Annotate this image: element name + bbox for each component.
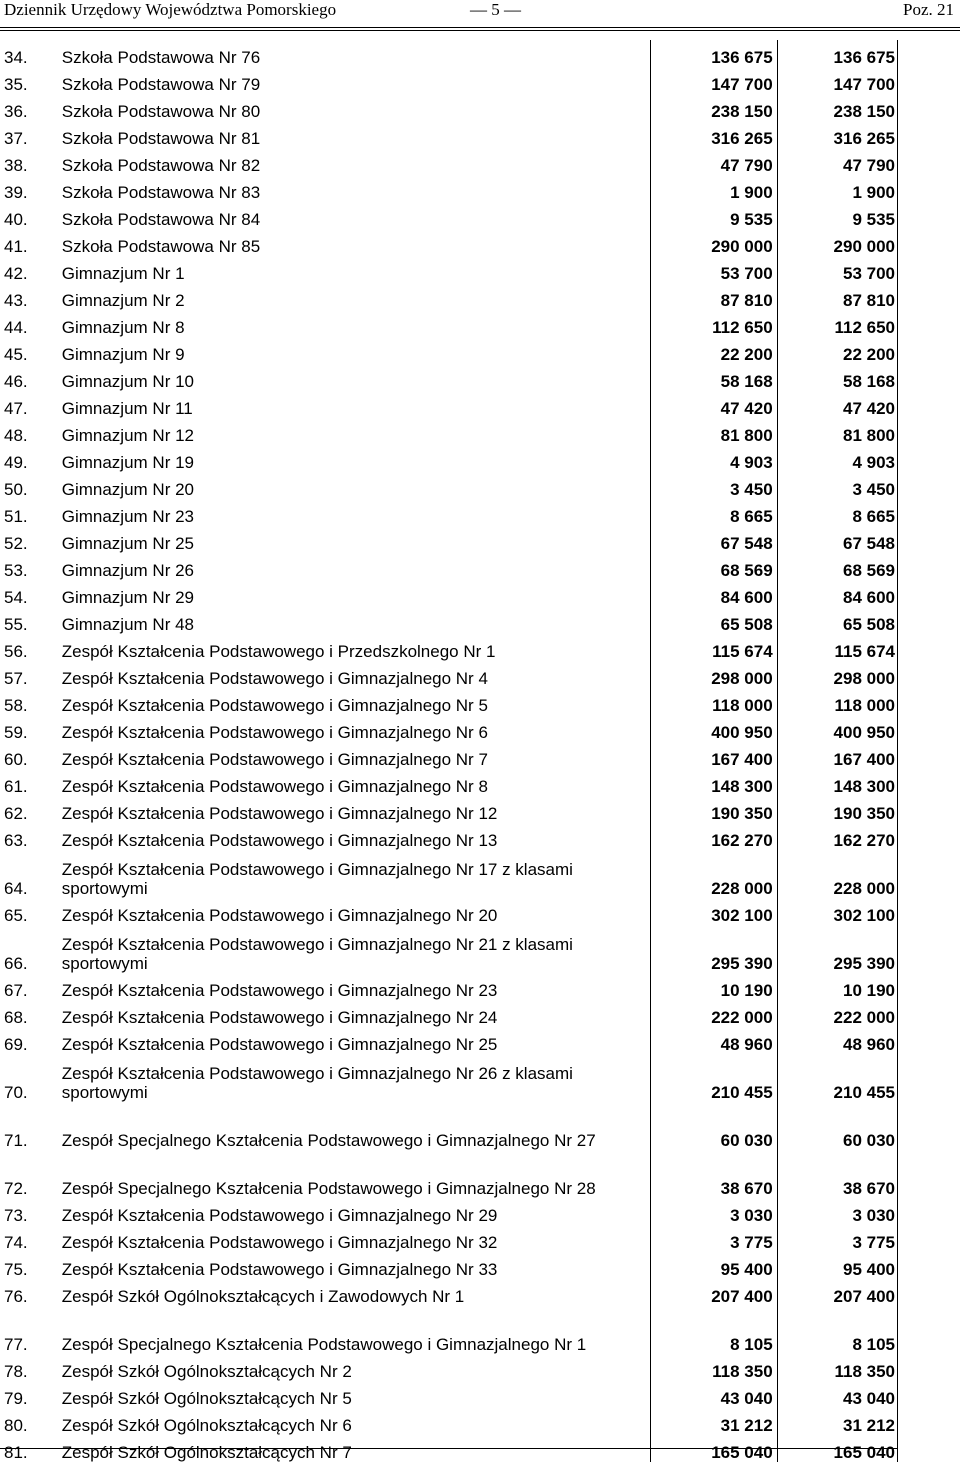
row-number: 71. xyxy=(4,1131,28,1150)
row-number: 49. xyxy=(4,453,28,472)
institution-name: Gimnazjum Nr 12 xyxy=(61,426,194,445)
amount-plan: 210 455 xyxy=(651,1054,777,1102)
table-row xyxy=(0,607,898,634)
amount-plan: 10 190 xyxy=(651,973,777,1000)
amount-total: 48 960 xyxy=(777,1027,897,1054)
row-number: 39. xyxy=(4,183,28,202)
amount-plan: 298 000 xyxy=(651,661,777,688)
institution-name: Szkoła Podstawowa Nr 76 xyxy=(61,48,261,67)
table-row xyxy=(0,256,898,283)
institution-name: Zespół Kształcenia Podstawowego i Gimnazjalnego Nr 8 xyxy=(61,777,488,796)
institution-name: Zespół Szkół Ogólnokształcących Nr 5 xyxy=(61,1389,352,1408)
amount-plan: 207 400 xyxy=(651,1279,777,1306)
amount-plan: 31 212 xyxy=(651,1408,777,1435)
budget-table-body xyxy=(0,40,898,1462)
table-row xyxy=(0,688,898,715)
table-row xyxy=(0,1054,898,1102)
amount-plan: 9 535 xyxy=(651,202,777,229)
budget-table xyxy=(0,40,898,1462)
table-row xyxy=(0,472,898,499)
row-number: 53. xyxy=(4,561,28,580)
table-row xyxy=(0,1279,898,1306)
row-number: 70. xyxy=(4,1083,28,1102)
amount-plan: 295 390 xyxy=(651,925,777,973)
amount-plan: 95 400 xyxy=(651,1252,777,1279)
institution-name: Zespół Kształcenia Podstawowego i Gimnazjalnego Nr 4 xyxy=(61,669,488,688)
table-row xyxy=(0,898,898,925)
institution-name: Gimnazjum Nr 19 xyxy=(61,453,194,472)
amount-plan: 4 903 xyxy=(651,445,777,472)
amount-total: 148 300 xyxy=(777,769,897,796)
amount-total: 60 030 xyxy=(777,1102,897,1150)
table-row xyxy=(0,634,898,661)
table-row xyxy=(0,661,898,688)
row-number: 62. xyxy=(4,804,28,823)
amount-total: 10 190 xyxy=(777,973,897,1000)
amount-total: 112 650 xyxy=(777,310,897,337)
amount-total: 190 350 xyxy=(777,796,897,823)
amount-plan: 167 400 xyxy=(651,742,777,769)
amount-total: 118 000 xyxy=(777,688,897,715)
row-number: 51. xyxy=(4,507,28,526)
row-number: 50. xyxy=(4,480,28,499)
institution-name: Gimnazjum Nr 11 xyxy=(61,399,193,418)
row-number: 55. xyxy=(4,615,28,634)
amount-plan: 3 775 xyxy=(651,1225,777,1252)
amount-total: 295 390 xyxy=(777,925,897,973)
institution-name: Szkoła Podstawowa Nr 85 xyxy=(61,237,261,256)
institution-name: Zespół Kształcenia Podstawowego i Gimnazjalnego Nr 5 xyxy=(61,696,488,715)
table-row xyxy=(0,310,898,337)
amount-plan: 43 040 xyxy=(651,1381,777,1408)
institution-name: Gimnazjum Nr 29 xyxy=(61,588,194,607)
amount-plan: 47 790 xyxy=(651,148,777,175)
amount-total: 210 455 xyxy=(777,1054,897,1102)
amount-plan: 238 150 xyxy=(651,94,777,121)
institution-name: Gimnazjum Nr 26 xyxy=(61,561,194,580)
amount-plan: 112 650 xyxy=(651,310,777,337)
amount-plan: 222 000 xyxy=(651,1000,777,1027)
amount-total: 43 040 xyxy=(777,1381,897,1408)
amount-plan: 81 800 xyxy=(651,418,777,445)
amount-total: 316 265 xyxy=(777,121,897,148)
row-number: 75. xyxy=(4,1260,28,1279)
amount-total: 167 400 xyxy=(777,742,897,769)
row-number: 61. xyxy=(4,777,28,796)
row-number: 57. xyxy=(4,669,28,688)
header-rule xyxy=(0,27,960,28)
institution-name: Szkoła Podstawowa Nr 82 xyxy=(61,156,261,175)
amount-plan: 47 420 xyxy=(651,391,777,418)
amount-plan: 118 000 xyxy=(651,688,777,715)
amount-plan: 302 100 xyxy=(651,898,777,925)
amount-plan: 165 040 xyxy=(651,1435,777,1462)
amount-plan: 60 030 xyxy=(651,1102,777,1150)
row-number: 65. xyxy=(4,906,28,925)
institution-name: Zespół Szkół Ogólnokształcących Nr 6 xyxy=(61,1416,352,1435)
table-row xyxy=(0,445,898,472)
table-row xyxy=(0,418,898,445)
table-row xyxy=(0,1027,898,1054)
table-row xyxy=(0,1150,898,1198)
amount-plan: 65 508 xyxy=(651,607,777,634)
amount-total: 81 800 xyxy=(777,418,897,445)
institution-name: Zespół Kształcenia Podstawowego i Gimnazjalnego Nr 17 z klasami sportowymi xyxy=(61,860,573,898)
amount-total: 1 900 xyxy=(777,175,897,202)
row-number: 72. xyxy=(4,1179,28,1198)
amount-plan: 68 569 xyxy=(651,553,777,580)
amount-total: 68 569 xyxy=(777,553,897,580)
amount-total: 87 810 xyxy=(777,283,897,310)
table-row xyxy=(0,148,898,175)
table-row xyxy=(0,580,898,607)
amount-plan: 190 350 xyxy=(651,796,777,823)
table-row xyxy=(0,1381,898,1408)
institution-name: Zespół Kształcenia Podstawowego i Gimnazjalnego Nr 23 xyxy=(61,981,498,1000)
institution-name: Zespół Kształcenia Podstawowego i Gimnazjalnego Nr 32 xyxy=(61,1233,498,1252)
amount-plan: 136 675 xyxy=(651,40,777,67)
institution-name: Zespół Kształcenia Podstawowego i Gimnazjalnego Nr 13 xyxy=(61,831,498,850)
table-row xyxy=(0,1252,898,1279)
amount-total: 222 000 xyxy=(777,1000,897,1027)
row-number: 54. xyxy=(4,588,28,607)
table-row xyxy=(0,283,898,310)
row-number: 46. xyxy=(4,372,28,391)
table-row xyxy=(0,67,898,94)
amount-plan: 1 900 xyxy=(651,175,777,202)
row-number: 81. xyxy=(4,1443,28,1462)
table-row xyxy=(0,823,898,850)
table-row xyxy=(0,973,898,1000)
institution-name: Zespół Kształcenia Podstawowego i Gimnazjalnego Nr 25 xyxy=(61,1035,498,1054)
row-number: 44. xyxy=(4,318,28,337)
amount-total: 228 000 xyxy=(777,850,897,898)
table-row xyxy=(0,337,898,364)
amount-plan: 316 265 xyxy=(651,121,777,148)
row-number: 37. xyxy=(4,129,28,148)
amount-total: 38 670 xyxy=(777,1150,897,1198)
institution-name: Zespół Kształcenia Podstawowego i Gimnazjalnego Nr 21 z klasami sportowymi xyxy=(61,935,573,973)
institution-name: Gimnazjum Nr 9 xyxy=(61,345,185,364)
amount-total: 8 105 xyxy=(777,1306,897,1354)
row-number: 52. xyxy=(4,534,28,553)
row-number: 76. xyxy=(4,1287,28,1306)
amount-total: 165 040 xyxy=(777,1435,897,1462)
amount-total: 3 030 xyxy=(777,1198,897,1225)
institution-name: Szkoła Podstawowa Nr 84 xyxy=(61,210,261,229)
row-number: 74. xyxy=(4,1233,28,1252)
institution-name: Szkoła Podstawowa Nr 81 xyxy=(61,129,261,148)
table-row xyxy=(0,1225,898,1252)
institution-name: Zespół Kształcenia Podstawowego i Gimnazjalnego Nr 24 xyxy=(61,1008,498,1027)
amount-total: 47 420 xyxy=(777,391,897,418)
institution-name: Zespół Kształcenia Podstawowego i Gimnazjalnego Nr 6 xyxy=(61,723,488,742)
row-number: 35. xyxy=(4,75,28,94)
amount-total: 290 000 xyxy=(777,229,897,256)
institution-name: Gimnazjum Nr 20 xyxy=(61,480,194,499)
amount-total: 162 270 xyxy=(777,823,897,850)
row-number: 38. xyxy=(4,156,28,175)
amount-plan: 148 300 xyxy=(651,769,777,796)
table-row xyxy=(0,526,898,553)
institution-name: Gimnazjum Nr 25 xyxy=(61,534,194,553)
table-row xyxy=(0,202,898,229)
amount-plan: 8 665 xyxy=(651,499,777,526)
amount-plan: 53 700 xyxy=(651,256,777,283)
institution-name: Zespół Specjalnego Kształcenia Podstawowego i Gimnazjalnego Nr 28 xyxy=(61,1179,596,1198)
amount-plan: 290 000 xyxy=(651,229,777,256)
table-row xyxy=(0,553,898,580)
row-number: 79. xyxy=(4,1389,28,1408)
institution-name: Szkoła Podstawowa Nr 80 xyxy=(61,102,261,121)
amount-plan: 147 700 xyxy=(651,67,777,94)
position-number: Poz. 21 xyxy=(903,0,954,19)
header-rule-double xyxy=(0,30,960,31)
table-row xyxy=(0,925,898,973)
amount-plan: 22 200 xyxy=(651,337,777,364)
row-number: 41. xyxy=(4,237,28,256)
row-number: 45. xyxy=(4,345,28,364)
page-header xyxy=(0,0,960,30)
page-number: — 5 — xyxy=(470,0,521,19)
table-row xyxy=(0,1354,898,1381)
amount-plan: 162 270 xyxy=(651,823,777,850)
institution-name: Gimnazjum Nr 23 xyxy=(61,507,194,526)
amount-plan: 400 950 xyxy=(651,715,777,742)
row-number: 63. xyxy=(4,831,28,850)
table-row xyxy=(0,1102,898,1150)
institution-name: Zespół Szkół Ogólnokształcących Nr 2 xyxy=(61,1362,352,1381)
row-number: 48. xyxy=(4,426,28,445)
institution-name: Zespół Kształcenia Podstawowego i Gimnazjalnego Nr 20 xyxy=(61,906,498,925)
institution-name: Szkoła Podstawowa Nr 79 xyxy=(61,75,261,94)
table-row xyxy=(0,94,898,121)
amount-plan: 8 105 xyxy=(651,1306,777,1354)
row-number: 47. xyxy=(4,399,28,418)
institution-name: Zespół Kształcenia Podstawowego i Gimnazjalnego Nr 29 xyxy=(61,1206,498,1225)
amount-total: 400 950 xyxy=(777,715,897,742)
row-number: 58. xyxy=(4,696,28,715)
amount-plan: 3 450 xyxy=(651,472,777,499)
row-number: 43. xyxy=(4,291,28,310)
institution-name: Zespół Kształcenia Podstawowego i Gimnazjalnego Nr 26 z klasami sportowymi xyxy=(61,1064,573,1102)
row-number: 60. xyxy=(4,750,28,769)
amount-total: 298 000 xyxy=(777,661,897,688)
amount-total: 31 212 xyxy=(777,1408,897,1435)
institution-name: Gimnazjum Nr 10 xyxy=(61,372,194,391)
table-bottom-rule xyxy=(0,1448,898,1449)
table-row xyxy=(0,121,898,148)
institution-name: Zespół Specjalnego Kształcenia Podstawowego i Gimnazjalnego Nr 27 xyxy=(61,1131,596,1150)
table-row xyxy=(0,1306,898,1354)
institution-name: Szkoła Podstawowa Nr 83 xyxy=(61,183,261,202)
row-number: 73. xyxy=(4,1206,28,1225)
amount-total: 67 548 xyxy=(777,526,897,553)
table-row xyxy=(0,769,898,796)
institution-name: Gimnazjum Nr 48 xyxy=(61,615,194,634)
row-number: 69. xyxy=(4,1035,28,1054)
amount-plan: 84 600 xyxy=(651,580,777,607)
amount-plan: 118 350 xyxy=(651,1354,777,1381)
amount-total: 4 903 xyxy=(777,445,897,472)
amount-total: 22 200 xyxy=(777,337,897,364)
amount-total: 136 675 xyxy=(777,40,897,67)
row-number: 66. xyxy=(4,954,28,973)
amount-total: 8 665 xyxy=(777,499,897,526)
table-row xyxy=(0,850,898,898)
institution-name: Zespół Specjalnego Kształcenia Podstawowego i Gimnazjalnego Nr 1 xyxy=(61,1335,587,1354)
amount-total: 302 100 xyxy=(777,898,897,925)
amount-total: 3 450 xyxy=(777,472,897,499)
amount-total: 65 508 xyxy=(777,607,897,634)
row-number: 40. xyxy=(4,210,28,229)
row-number: 64. xyxy=(4,879,28,898)
amount-total: 207 400 xyxy=(777,1279,897,1306)
amount-total: 47 790 xyxy=(777,148,897,175)
amount-plan: 115 674 xyxy=(651,634,777,661)
amount-plan: 48 960 xyxy=(651,1027,777,1054)
row-number: 42. xyxy=(4,264,28,283)
institution-name: Zespół Szkół Ogólnokształcących i Zawodowych Nr 1 xyxy=(61,1287,465,1306)
table-row xyxy=(0,715,898,742)
row-number: 78. xyxy=(4,1362,28,1381)
amount-total: 238 150 xyxy=(777,94,897,121)
amount-plan: 67 548 xyxy=(651,526,777,553)
table-row xyxy=(0,1408,898,1435)
table-row xyxy=(0,796,898,823)
institution-name: Gimnazjum Nr 1 xyxy=(61,264,185,283)
amount-total: 53 700 xyxy=(777,256,897,283)
amount-plan: 38 670 xyxy=(651,1150,777,1198)
amount-total: 9 535 xyxy=(777,202,897,229)
row-number: 68. xyxy=(4,1008,28,1027)
amount-total: 115 674 xyxy=(777,634,897,661)
amount-plan: 58 168 xyxy=(651,364,777,391)
row-number: 34. xyxy=(4,48,28,67)
amount-plan: 87 810 xyxy=(651,283,777,310)
institution-name: Zespół Kształcenia Podstawowego i Gimnazjalnego Nr 12 xyxy=(61,804,498,823)
table-row xyxy=(0,742,898,769)
row-number: 36. xyxy=(4,102,28,121)
table-row xyxy=(0,1198,898,1225)
table-row xyxy=(0,364,898,391)
amount-total: 3 775 xyxy=(777,1225,897,1252)
institution-name: Zespół Kształcenia Podstawowego i Gimnazjalnego Nr 33 xyxy=(61,1260,498,1279)
table-row xyxy=(0,499,898,526)
journal-title: Dziennik Urzędowy Województwa Pomorskiego xyxy=(4,0,337,19)
table-row xyxy=(0,1000,898,1027)
institution-name: Gimnazjum Nr 2 xyxy=(61,291,185,310)
row-number: 56. xyxy=(4,642,28,661)
institution-name: Gimnazjum Nr 8 xyxy=(61,318,185,337)
amount-total: 58 168 xyxy=(777,364,897,391)
amount-total: 84 600 xyxy=(777,580,897,607)
amount-total: 95 400 xyxy=(777,1252,897,1279)
row-number: 59. xyxy=(4,723,28,742)
institution-name: Zespół Szkół Ogólnokształcących Nr 7 xyxy=(61,1443,352,1462)
table-row xyxy=(0,391,898,418)
row-number: 77. xyxy=(4,1335,28,1354)
amount-total: 147 700 xyxy=(777,67,897,94)
amount-plan: 228 000 xyxy=(651,850,777,898)
institution-name: Zespół Kształcenia Podstawowego i Przedszkolnego Nr 1 xyxy=(61,642,496,661)
row-number: 67. xyxy=(4,981,28,1000)
institution-name: Zespół Kształcenia Podstawowego i Gimnazjalnego Nr 7 xyxy=(61,750,488,769)
amount-plan: 3 030 xyxy=(651,1198,777,1225)
table-row xyxy=(0,40,898,67)
table-row xyxy=(0,175,898,202)
amount-total: 118 350 xyxy=(777,1354,897,1381)
row-number: 80. xyxy=(4,1416,28,1435)
table-row xyxy=(0,229,898,256)
